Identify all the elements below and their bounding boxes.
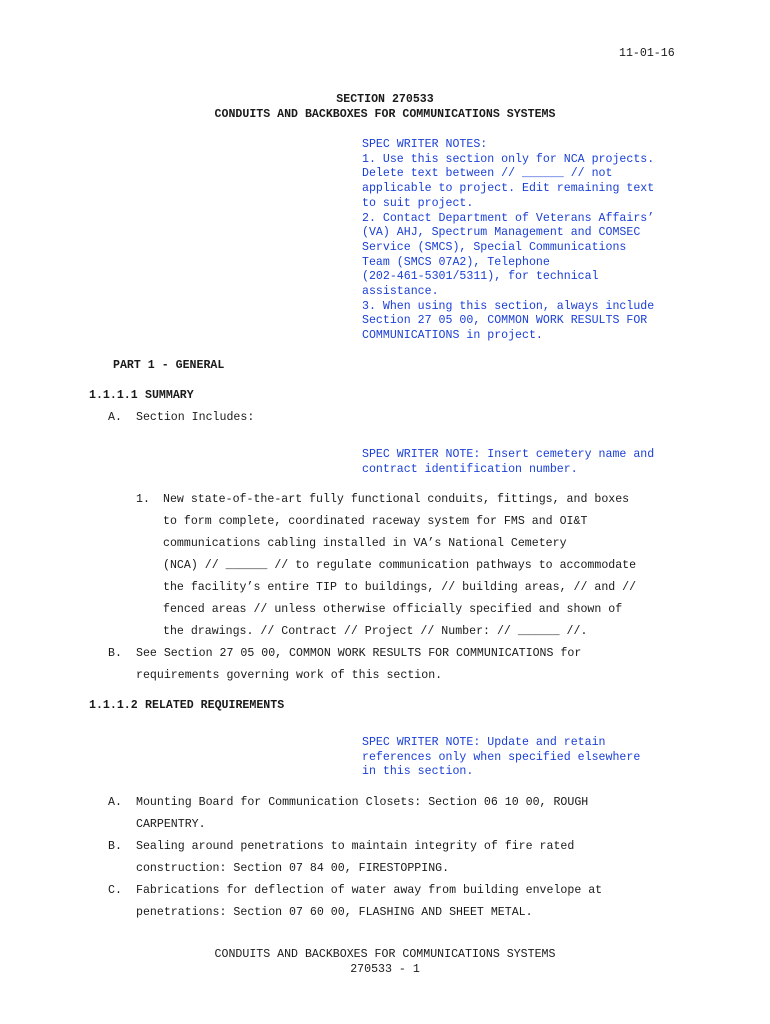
related-item-line: CARPENTRY. (136, 818, 206, 831)
note-line: COMMUNICATIONS in project. (362, 329, 543, 343)
related-item-line: construction: Section 07 84 00, FIRESTOPPING. (136, 862, 450, 875)
summary-item-1-line: New state-of-the-art fully functional conduits, fittings, and boxes (163, 493, 630, 506)
summary-a-text: Section Includes: (136, 411, 255, 424)
related-heading: RELATED REQUIREMENTS (145, 699, 285, 712)
note-line: assistance. (362, 285, 439, 299)
note-line: SPEC WRITER NOTE: Update and retain (362, 736, 606, 749)
header-date: 11-01-16 (619, 47, 675, 60)
spec-writer-notes-intro (362, 138, 692, 344)
related-item-marker: C. (108, 884, 122, 897)
note-line: (VA) AHJ, Spectrum Management and COMSEC (362, 226, 641, 240)
spec-writer-note-summary (362, 448, 692, 477)
related-item-marker: B. (108, 840, 122, 853)
related-item-line: Mounting Board for Communication Closets: Section 06 10 00, ROUGH (136, 796, 589, 809)
related-item-marker: A. (108, 796, 122, 809)
summary-b-line: See Section 27 05 00, COMMON WORK RESULTS FOR COMMUNICATIONS for (136, 647, 582, 660)
summary-item-1-line: (NCA) // ______ // to regulate communication pathways to accommodate (163, 559, 637, 572)
footer-title: CONDUITS AND BACKBOXES FOR COMMUNICATIONS SYSTEMS (214, 948, 556, 961)
related-item-line: penetrations: Section 07 60 00, FLASHING AND SHEET METAL. (136, 906, 533, 919)
summary-heading: SUMMARY (145, 389, 194, 402)
summary-item-1-line: the facility’s entire TIP to buildings, // building areas, // and // (163, 581, 637, 594)
note-line: Delete text between // ______ // not (362, 167, 613, 181)
note-line: to suit project. (362, 196, 474, 210)
note-line: in this section. (362, 765, 474, 779)
summary-item-1-line: communications cabling installed in VA’s National Cemetery (163, 537, 567, 550)
note-line: references only when specified elsewhere (362, 750, 641, 764)
note-line: SPEC WRITER NOTE: Insert cemetery name and (362, 448, 655, 461)
note-line: (202-461-5301/5311), for technical (362, 270, 599, 284)
section-name-title: CONDUITS AND BACKBOXES FOR COMMUNICATIONS SYSTEMS (214, 108, 556, 121)
note-line: 3. When using this section, always include (362, 299, 655, 313)
summary-number: 1.1.1.1 (89, 389, 138, 402)
summary-item-1-marker: 1. (136, 493, 150, 506)
summary-item-1-line: the drawings. // Contract // Project // Number: // ______ //. (163, 625, 588, 638)
summary-item-1-line: fenced areas // unless otherwise officially specified and shown of (163, 603, 623, 616)
related-number: 1.1.1.2 (89, 699, 138, 712)
note-line: applicable to project. Edit remaining text (362, 182, 655, 196)
note-line: SPEC WRITER NOTES: (362, 138, 488, 151)
note-line: Section 27 05 00, COMMON WORK RESULTS FOR (362, 314, 648, 328)
footer-page-number: 270533 - 1 (350, 963, 420, 976)
part-1-heading: PART 1 - GENERAL (113, 359, 225, 372)
summary-b-marker: B. (108, 647, 122, 660)
summary-item-1-line: to form complete, coordinated raceway system for FMS and OI&T (163, 515, 588, 528)
note-line: Team (SMCS 07A2), Telephone (362, 255, 550, 269)
related-item-line: Fabrications for deflection of water away from building envelope at (136, 884, 603, 897)
note-line: contract identification number. (362, 462, 578, 476)
note-line: 1. Use this section only for NCA projects. (362, 152, 655, 166)
related-item-line: Sealing around penetrations to maintain integrity of fire rated (136, 840, 575, 853)
note-line: 2. Contact Department of Veterans Affairs’ (362, 211, 655, 225)
spec-writer-note-related (362, 736, 692, 780)
section-number-title: SECTION 270533 (336, 93, 434, 106)
note-line: Service (SMCS), Special Communications (362, 240, 627, 254)
summary-b-line: requirements governing work of this section. (136, 669, 443, 682)
summary-a-marker: A. (108, 411, 122, 424)
